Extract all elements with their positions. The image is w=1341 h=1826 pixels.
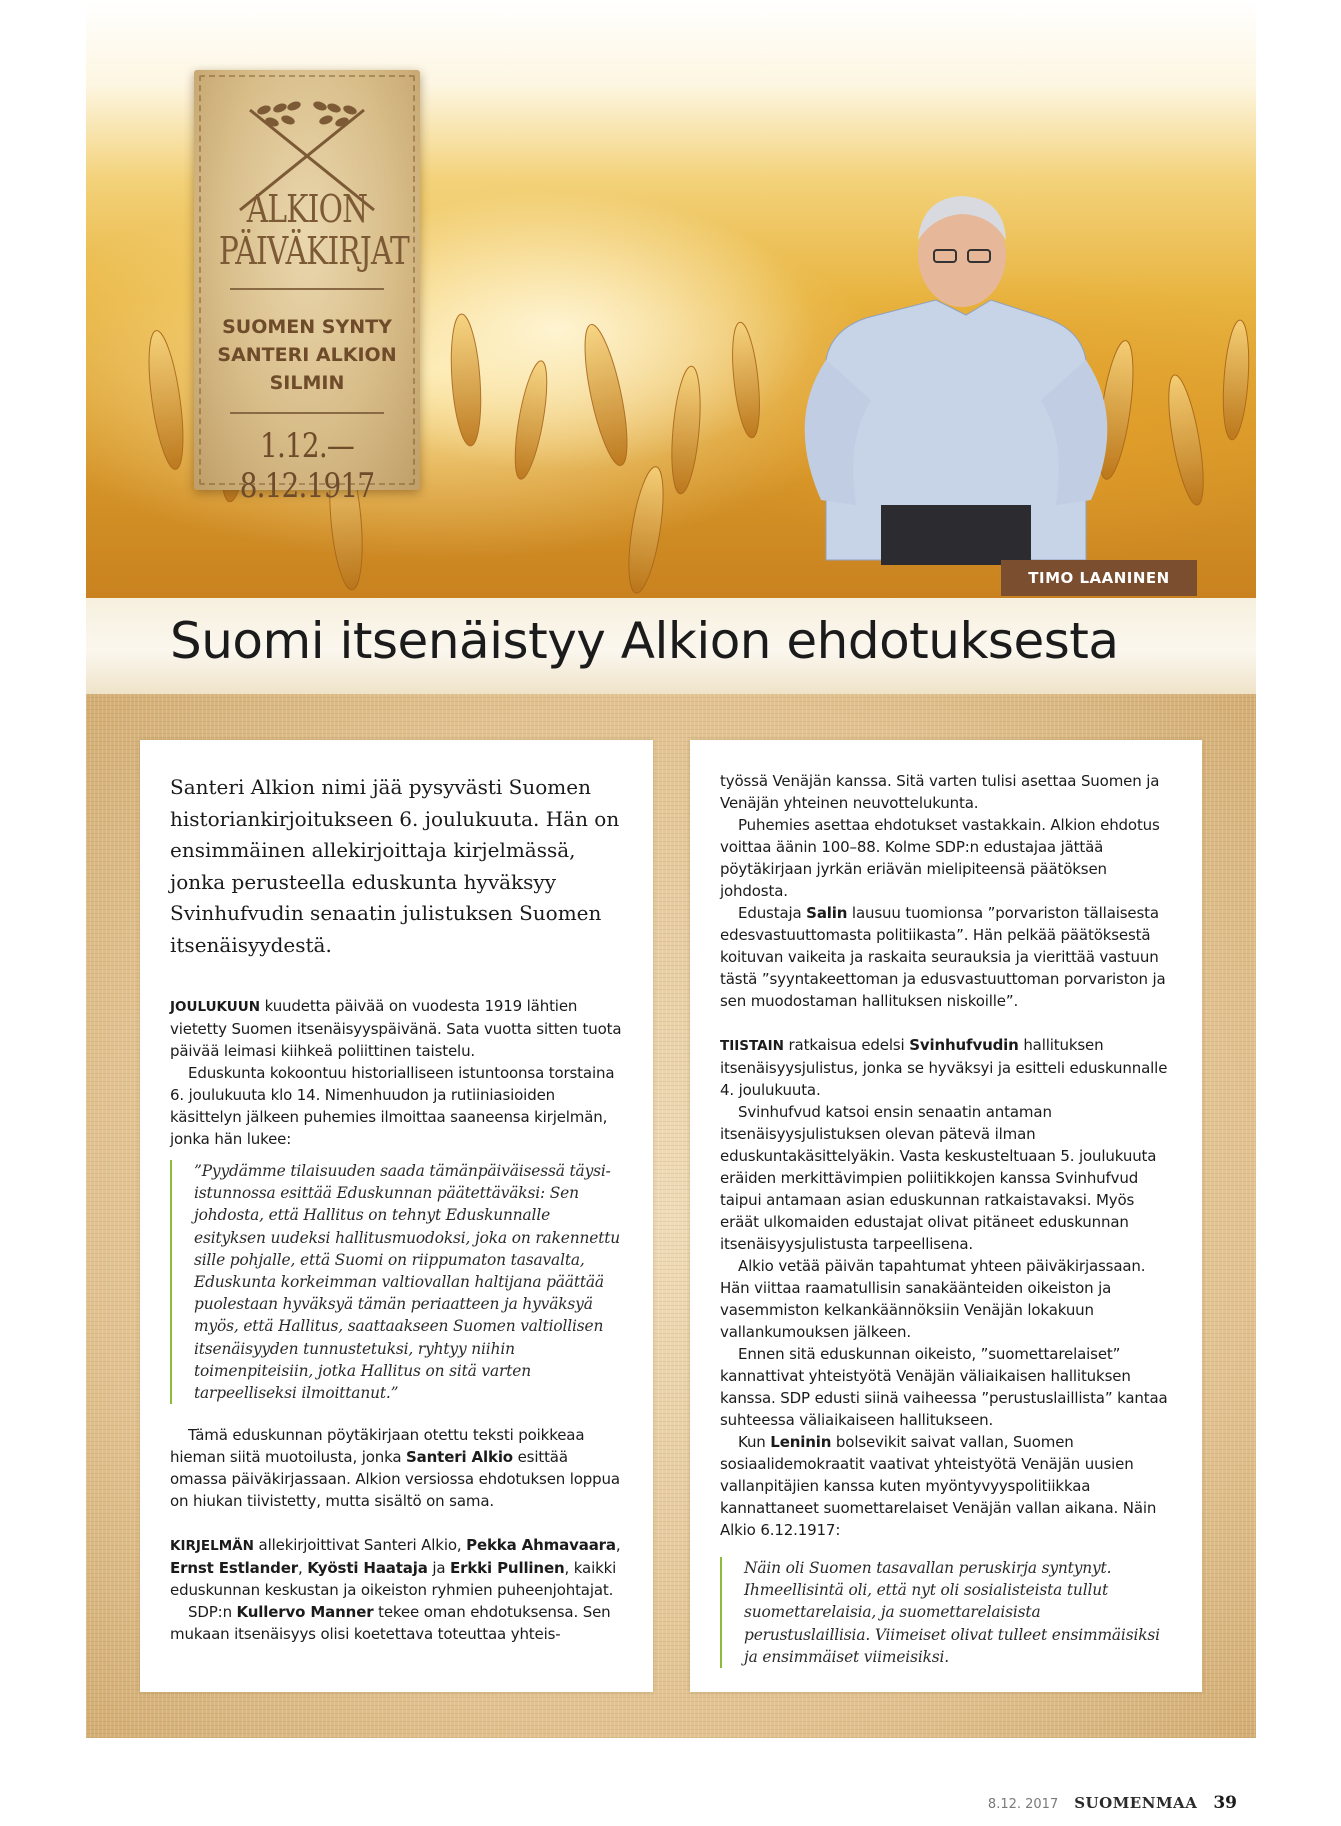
person-name: Kyösti Haataja <box>307 1559 428 1578</box>
tag-subtitle-line2: SANTERI ALKION <box>217 344 397 366</box>
paragraph-text: bolsevikit saivat vallan, Suomen sosiaalidemokraatit vaativat yhteistyötä Venäjän uusien vallanpitäjien kanssa kuten myöntyvyyspolitiikkaa kannattaneet suomettarelaiset Venäjän vallan aikana. Näin Alkio 6.12.1917: <box>720 1433 1157 1539</box>
page-footer <box>988 1793 1237 1817</box>
page-number: 39 <box>1213 1793 1237 1813</box>
paragraph: Eduskunta kokoontuu historialliseen istuntoonsa torstaina 6. joulukuuta klo 14. Nimenhuudon ja rutiiniasioiden käsittelyn jälkeen puhemies ilmoittaa saaneensa kirjelmän, jonka hän lukee: <box>170 1064 615 1148</box>
person-name: Kullervo Manner <box>236 1603 374 1622</box>
headline-band <box>86 598 1256 694</box>
paragraph-text: tekee oman ehdotuksensa. Sen mukaan itsenäisyys olisi koetettava toteuttaa yhteis- <box>170 1603 611 1644</box>
paragraph-text: Kun <box>738 1433 771 1451</box>
paragraph-text: ja <box>427 1559 451 1578</box>
paragraph <box>720 902 1170 1012</box>
paragraph-text: lausuu tuomionsa ”porvariston tällaisesta edesvastuuttomasta politiikasta”. Hän pelkää päätöksestä koituvan vaikeita ja raskaita seurauksia ja vierittää vastuun tästä ”syyntakeettoman ja edusvastuuttoman porvariston ja sen muodostaman hallituksen niskoille”. <box>720 904 1166 1010</box>
paragraph-text: , <box>615 1536 621 1555</box>
paragraph-kicker: KIRJELMÄN <box>170 1538 254 1555</box>
tag-date-range: 1.12.—8.12.1917 <box>239 426 375 506</box>
hero-image <box>86 0 1256 598</box>
tag-subtitle-line1: SUOMEN SYNTY <box>222 316 392 338</box>
paragraph <box>170 1601 623 1645</box>
paragraph-text: , kaikki eduskunnan keskustan ja oikeiston ryhmien puheenjohtajat. <box>170 1559 617 1600</box>
paragraph-text: Tämä eduskunnan pöytäkirjaan otettu teksti poikkeaa hieman siitä muotoilusta, jonka <box>170 1426 585 1467</box>
tag-title-line1: ALKION <box>246 187 368 231</box>
paragraph: Alkio vetää päivän tapahtumat yhteen päiväkirjassaan. Hän viittaa raamatullisin sanakäänteiden oikeiston ja vasemmiston kelkankäännöksiin Venäjän lokakuun vallankumouksen jälkeen. <box>720 1257 1146 1341</box>
paragraph: työssä Venäjän kanssa. Sitä varten tulisi asettaa Suomen ja Venäjän yhteinen neuvottelukunta. <box>720 772 1160 812</box>
paragraph: Ennen sitä eduskunnan oikeisto, ”suomettarelaiset” kannattivat yhteistyötä Venäjän väliaikaisen hallituksen kanssa. SDP edusti siinä vaiheessa ”perustuslaillista” kantaa suhteessa väliaikaiseen hallitukseen. <box>720 1345 1168 1429</box>
paragraph <box>720 1431 1170 1541</box>
article-headline: Suomi itsenäistyy Alkion ehdotuksesta <box>170 612 1119 670</box>
article-column-right <box>690 740 1202 1692</box>
pull-quote: ”Pyydämme tilaisuuden saada tämänpäiväisessä täysi-istunnossa esittää Eduskunnan päätettäväksi: Sen johdosta, että Hallitus on tehnyt Eduskunnalle esityksen uudeksi hallitusmuodoksi, joka on rakennettu sille pohjalle, että Suomi on riippumaton tasavalta, Eduskunta korkeimman valtiovallan haltijana päättää puolestaan hyväksyä tämän periaatteen ja hyväksyä myös, että Hallitus, saattaakseen Suomen valtiollisen itsenäisyyden tunnustetuksi, ryhtyy niihin toimenpiteisiin, jotka Hallitus on sitä varten tarpeelliseksi ilmoittanut.” <box>170 1160 623 1404</box>
section-gap <box>170 1512 623 1534</box>
tag-divider <box>230 288 384 290</box>
article-lead: Santeri Alkion nimi jää pysyvästi Suomen historiankirjoitukseen 6. joulukuuta. Hän on ensimmäinen allekirjoittaja kirjelmässä, jonka perusteella eduskunta hyväksyy Svinhufvudin senaatin julistuksen Suomen itsenäisyydestä. <box>170 775 620 957</box>
paragraph: Svinhufvud katsoi ensin senaatin antaman itsenäisyysjulistuksen olevan pätevä ilman eduskuntakäsittelyäkin. Vasta keskusteltuaan 5. joulukuuta eräiden merkittävimpien poliitikkojen kanssa Svinhufvud taipui antamaan asian eduskunnan ratkaistavaksi. Myös eräät ulkomaiden edustajat olivat pitäneet eduskunnan itsenäisyysjulistusta tarpeellisena. <box>720 1103 1157 1253</box>
portrait-photo <box>805 196 1108 565</box>
paragraph-text: , <box>298 1559 308 1578</box>
tag-subtitle-line3: SILMIN <box>269 372 345 394</box>
paragraph-text: SDP:n <box>188 1603 237 1622</box>
paragraph <box>170 1534 623 1601</box>
diary-series-tag <box>194 70 420 506</box>
person-name: Santeri Alkio <box>406 1448 513 1467</box>
paragraph-text: hallituksen itsenäisyysjulistus, jonka se hyväksyi ja esitteli eduskunnalle 4. joulukuuta. <box>720 1036 1168 1099</box>
photo-caption: TIMO LAANINEN <box>1001 560 1197 596</box>
paragraph <box>720 1034 1170 1101</box>
section-gap <box>720 1012 1170 1034</box>
tag-title-line2: PÄIVÄKIRJAT <box>218 229 410 273</box>
paragraph-text: kuudetta päivää on vuodesta 1919 lähtien vietetty Suomen itsenäisyyspäivänä. Sata vuotta sitten tuota päivää leimasi kiihkeä poliittinen taistelu. <box>170 997 622 1060</box>
paragraph-text: Edustaja <box>738 904 807 922</box>
person-name: Ernst Estlander <box>170 1559 298 1578</box>
person-name: Pekka Ahmavaara <box>466 1536 616 1555</box>
paragraph <box>170 1424 623 1512</box>
paragraph: Puhemies asettaa ehdotukset vastakkain. Alkion ehdotus voittaa äänin 100–88. Kolme SDP:n edustajaa jättää pöytäkirjaan jyrkän eriävän mielipiteensä päätöksen johdosta. <box>720 816 1160 900</box>
paragraph-kicker: TIISTAIN <box>720 1038 784 1054</box>
paragraph-text: esittää omassa päiväkirjassaan. Alkion versiossa ehdotuksen loppua on hiukan tiivistetty, mutta sisältö on sama. <box>170 1448 620 1511</box>
issue-date: 8.12. 2017 <box>987 1797 1059 1812</box>
paragraph-text: allekirjoittivat Santeri Alkio, <box>253 1536 467 1555</box>
paragraph-kicker: JOULUKUUN <box>170 999 260 1015</box>
person-name: Leninin <box>770 1433 832 1451</box>
paragraph-text: ratkaisua edelsi <box>783 1036 910 1054</box>
paragraph <box>170 995 623 1062</box>
tag-divider <box>230 412 384 414</box>
person-name: Salin <box>806 904 848 922</box>
magazine-name: SUOMENMAA <box>1074 1794 1198 1812</box>
article-column-left <box>140 740 653 1692</box>
person-name: Svinhufvudin <box>909 1036 1019 1054</box>
pull-quote: Näin oli Suomen tasavallan peruskirja syntynyt. Ihmeellisintä oli, että nyt oli sosialisteista tullut suomettarelaisia, ja suomettarelaisista perustuslaillisia. Viimeiset olivat tulleet ensimmäisiksi ja ensimmäiset viimeisiksi. <box>720 1557 1170 1668</box>
person-name: Erkki Pullinen <box>450 1559 565 1578</box>
